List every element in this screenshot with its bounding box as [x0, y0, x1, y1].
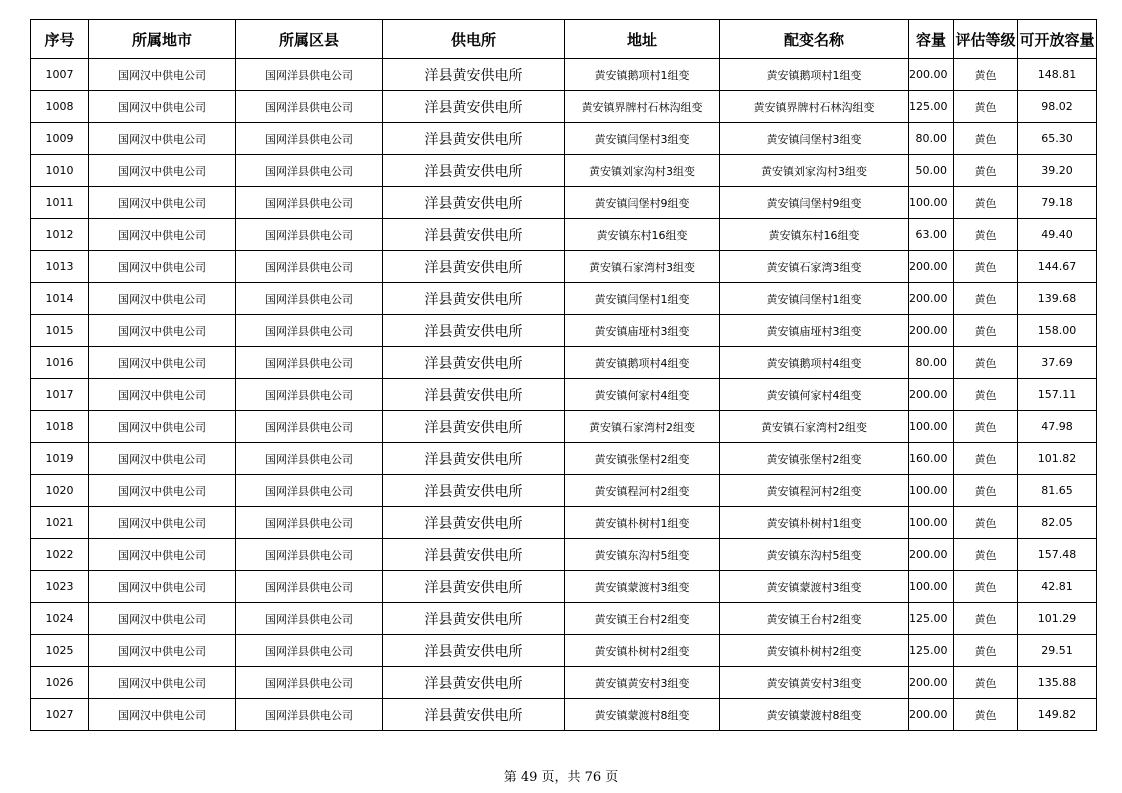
cell-transformer-name: 黄安镇鹅项村1组变 [720, 59, 909, 91]
cell-city: 国网汉中供电公司 [89, 91, 236, 123]
cell-county: 国网洋县供电公司 [236, 667, 383, 699]
cell-seq-no: 1008 [31, 91, 89, 123]
cell-power-station: 洋县黄安供电所 [383, 379, 565, 411]
cell-open-capacity: 158.00 [1018, 315, 1097, 347]
cell-county: 国网洋县供电公司 [236, 59, 383, 91]
cell-rating: 黄色 [954, 379, 1018, 411]
cell-county: 国网洋县供电公司 [236, 699, 383, 731]
cell-rating: 黄色 [954, 411, 1018, 443]
cell-seq-no: 1027 [31, 699, 89, 731]
cell-capacity: 200.00 [909, 283, 954, 315]
cell-city: 国网汉中供电公司 [89, 59, 236, 91]
cell-rating: 黄色 [954, 251, 1018, 283]
cell-seq-no: 1020 [31, 475, 89, 507]
cell-county: 国网洋县供电公司 [236, 411, 383, 443]
cell-open-capacity: 101.29 [1018, 603, 1097, 635]
cell-rating: 黄色 [954, 443, 1018, 475]
cell-address: 黄安镇刘家沟村3组变 [565, 155, 720, 187]
cell-rating: 黄色 [954, 91, 1018, 123]
cell-county: 国网洋县供电公司 [236, 603, 383, 635]
column-header-rating: 评估等级 [954, 20, 1018, 59]
cell-city: 国网汉中供电公司 [89, 507, 236, 539]
cell-transformer-name: 黄安镇鹅项村4组变 [720, 347, 909, 379]
table-row [31, 603, 1097, 635]
cell-address: 黄安镇蒙渡村3组变 [565, 571, 720, 603]
cell-open-capacity: 135.88 [1018, 667, 1097, 699]
cell-power-station: 洋县黄安供电所 [383, 411, 565, 443]
cell-county: 国网洋县供电公司 [236, 475, 383, 507]
cell-capacity: 100.00 [909, 475, 954, 507]
cell-open-capacity: 82.05 [1018, 507, 1097, 539]
cell-power-station: 洋县黄安供电所 [383, 315, 565, 347]
cell-rating: 黄色 [954, 667, 1018, 699]
cell-address: 黄安镇界牌村石林沟组变 [565, 91, 720, 123]
table-row [31, 539, 1097, 571]
cell-power-station: 洋县黄安供电所 [383, 283, 565, 315]
cell-rating: 黄色 [954, 283, 1018, 315]
cell-rating: 黄色 [954, 347, 1018, 379]
cell-capacity: 200.00 [909, 539, 954, 571]
cell-city: 国网汉中供电公司 [89, 699, 236, 731]
table-row [31, 667, 1097, 699]
cell-capacity: 125.00 [909, 603, 954, 635]
cell-power-station: 洋县黄安供电所 [383, 155, 565, 187]
cell-capacity: 100.00 [909, 571, 954, 603]
cell-capacity: 100.00 [909, 507, 954, 539]
column-header-capacity: 容量 [909, 20, 954, 59]
cell-rating: 黄色 [954, 475, 1018, 507]
cell-county: 国网洋县供电公司 [236, 219, 383, 251]
cell-capacity: 160.00 [909, 443, 954, 475]
cell-power-station: 洋县黄安供电所 [383, 571, 565, 603]
table-row [31, 635, 1097, 667]
cell-address: 黄安镇东村16组变 [565, 219, 720, 251]
cell-open-capacity: 144.67 [1018, 251, 1097, 283]
cell-capacity: 80.00 [909, 123, 954, 155]
cell-seq-no: 1018 [31, 411, 89, 443]
cell-seq-no: 1022 [31, 539, 89, 571]
cell-rating: 黄色 [954, 315, 1018, 347]
cell-seq-no: 1023 [31, 571, 89, 603]
cell-transformer-name: 黄安镇黄安村3组变 [720, 667, 909, 699]
cell-transformer-name: 黄安镇东沟村5组变 [720, 539, 909, 571]
table-body [31, 59, 1097, 731]
cell-transformer-name: 黄安镇闫堡村3组变 [720, 123, 909, 155]
table-row [31, 155, 1097, 187]
table-header-row [31, 20, 1097, 59]
table-row [31, 379, 1097, 411]
cell-power-station: 洋县黄安供电所 [383, 443, 565, 475]
cell-address: 黄安镇朴树村1组变 [565, 507, 720, 539]
cell-rating: 黄色 [954, 539, 1018, 571]
cell-county: 国网洋县供电公司 [236, 187, 383, 219]
table-row [31, 347, 1097, 379]
cell-seq-no: 1015 [31, 315, 89, 347]
cell-city: 国网汉中供电公司 [89, 475, 236, 507]
cell-city: 国网汉中供电公司 [89, 187, 236, 219]
cell-transformer-name: 黄安镇刘家沟村3组变 [720, 155, 909, 187]
cell-open-capacity: 157.48 [1018, 539, 1097, 571]
cell-power-station: 洋县黄安供电所 [383, 539, 565, 571]
cell-open-capacity: 98.02 [1018, 91, 1097, 123]
table-row [31, 219, 1097, 251]
transformer-capacity-table [30, 19, 1097, 731]
cell-capacity: 200.00 [909, 699, 954, 731]
column-header-county: 所属区县 [236, 20, 383, 59]
cell-transformer-name: 黄安镇石家湾村2组变 [720, 411, 909, 443]
cell-address: 黄安镇石家湾村3组变 [565, 251, 720, 283]
cell-open-capacity: 39.20 [1018, 155, 1097, 187]
cell-address: 黄安镇蒙渡村8组变 [565, 699, 720, 731]
page-number: 第 49 页，共 76 页 [503, 770, 619, 785]
cell-address: 黄安镇东沟村5组变 [565, 539, 720, 571]
cell-address: 黄安镇何家村4组变 [565, 379, 720, 411]
cell-transformer-name: 黄安镇庙垭村3组变 [720, 315, 909, 347]
cell-power-station: 洋县黄安供电所 [383, 635, 565, 667]
cell-power-station: 洋县黄安供电所 [383, 475, 565, 507]
cell-capacity: 200.00 [909, 667, 954, 699]
cell-county: 国网洋县供电公司 [236, 571, 383, 603]
cell-open-capacity: 65.30 [1018, 123, 1097, 155]
cell-power-station: 洋县黄安供电所 [383, 91, 565, 123]
table-row [31, 699, 1097, 731]
cell-county: 国网洋县供电公司 [236, 379, 383, 411]
cell-seq-no: 1016 [31, 347, 89, 379]
cell-power-station: 洋县黄安供电所 [383, 123, 565, 155]
cell-transformer-name: 黄安镇何家村4组变 [720, 379, 909, 411]
cell-open-capacity: 148.81 [1018, 59, 1097, 91]
cell-county: 国网洋县供电公司 [236, 635, 383, 667]
cell-power-station: 洋县黄安供电所 [383, 507, 565, 539]
cell-open-capacity: 149.82 [1018, 699, 1097, 731]
cell-county: 国网洋县供电公司 [236, 507, 383, 539]
cell-open-capacity: 139.68 [1018, 283, 1097, 315]
cell-seq-no: 1010 [31, 155, 89, 187]
cell-city: 国网汉中供电公司 [89, 411, 236, 443]
cell-city: 国网汉中供电公司 [89, 443, 236, 475]
cell-address: 黄安镇庙垭村3组变 [565, 315, 720, 347]
cell-power-station: 洋县黄安供电所 [383, 347, 565, 379]
cell-seq-no: 1013 [31, 251, 89, 283]
cell-city: 国网汉中供电公司 [89, 155, 236, 187]
column-header-open-capacity: 可开放容量 [1018, 20, 1097, 59]
cell-rating: 黄色 [954, 635, 1018, 667]
cell-city: 国网汉中供电公司 [89, 635, 236, 667]
cell-seq-no: 1026 [31, 667, 89, 699]
table-row [31, 475, 1097, 507]
cell-county: 国网洋县供电公司 [236, 315, 383, 347]
cell-capacity: 125.00 [909, 91, 954, 123]
cell-seq-no: 1017 [31, 379, 89, 411]
table-row [31, 315, 1097, 347]
cell-city: 国网汉中供电公司 [89, 283, 236, 315]
cell-address: 黄安镇黄安村3组变 [565, 667, 720, 699]
cell-address: 黄安镇张堡村2组变 [565, 443, 720, 475]
cell-address: 黄安镇闫堡村1组变 [565, 283, 720, 315]
cell-capacity: 100.00 [909, 411, 954, 443]
cell-transformer-name: 黄安镇界牌村石林沟组变 [720, 91, 909, 123]
cell-seq-no: 1024 [31, 603, 89, 635]
cell-transformer-name: 黄安镇朴树村1组变 [720, 507, 909, 539]
cell-seq-no: 1025 [31, 635, 89, 667]
cell-county: 国网洋县供电公司 [236, 91, 383, 123]
table-row [31, 187, 1097, 219]
cell-transformer-name: 黄安镇王台村2组变 [720, 603, 909, 635]
cell-county: 国网洋县供电公司 [236, 155, 383, 187]
cell-rating: 黄色 [954, 59, 1018, 91]
cell-city: 国网汉中供电公司 [89, 315, 236, 347]
cell-transformer-name: 黄安镇张堡村2组变 [720, 443, 909, 475]
cell-transformer-name: 黄安镇闫堡村9组变 [720, 187, 909, 219]
cell-city: 国网汉中供电公司 [89, 379, 236, 411]
cell-transformer-name: 黄安镇闫堡村1组变 [720, 283, 909, 315]
cell-open-capacity: 42.81 [1018, 571, 1097, 603]
cell-county: 国网洋县供电公司 [236, 539, 383, 571]
cell-power-station: 洋县黄安供电所 [383, 603, 565, 635]
cell-capacity: 125.00 [909, 635, 954, 667]
column-header-seq-no: 序号 [31, 20, 89, 59]
cell-open-capacity: 37.69 [1018, 347, 1097, 379]
cell-open-capacity: 29.51 [1018, 635, 1097, 667]
cell-power-station: 洋县黄安供电所 [383, 251, 565, 283]
cell-open-capacity: 101.82 [1018, 443, 1097, 475]
cell-seq-no: 1012 [31, 219, 89, 251]
cell-open-capacity: 47.98 [1018, 411, 1097, 443]
column-header-city: 所属地市 [89, 20, 236, 59]
cell-transformer-name: 黄安镇朴树村2组变 [720, 635, 909, 667]
cell-power-station: 洋县黄安供电所 [383, 59, 565, 91]
cell-capacity: 63.00 [909, 219, 954, 251]
cell-open-capacity: 157.11 [1018, 379, 1097, 411]
cell-address: 黄安镇鹅项村1组变 [565, 59, 720, 91]
cell-seq-no: 1021 [31, 507, 89, 539]
cell-rating: 黄色 [954, 571, 1018, 603]
cell-address: 黄安镇闫堡村3组变 [565, 123, 720, 155]
cell-city: 国网汉中供电公司 [89, 539, 236, 571]
cell-city: 国网汉中供电公司 [89, 251, 236, 283]
cell-transformer-name: 黄安镇蒙渡村8组变 [720, 699, 909, 731]
table-row [31, 59, 1097, 91]
cell-power-station: 洋县黄安供电所 [383, 667, 565, 699]
cell-city: 国网汉中供电公司 [89, 667, 236, 699]
cell-address: 黄安镇闫堡村9组变 [565, 187, 720, 219]
cell-county: 国网洋县供电公司 [236, 443, 383, 475]
cell-address: 黄安镇王台村2组变 [565, 603, 720, 635]
cell-city: 国网汉中供电公司 [89, 219, 236, 251]
cell-city: 国网汉中供电公司 [89, 571, 236, 603]
cell-seq-no: 1007 [31, 59, 89, 91]
cell-rating: 黄色 [954, 155, 1018, 187]
cell-seq-no: 1009 [31, 123, 89, 155]
cell-city: 国网汉中供电公司 [89, 603, 236, 635]
column-header-address: 地址 [565, 20, 720, 59]
table-row [31, 411, 1097, 443]
cell-address: 黄安镇鹅项村4组变 [565, 347, 720, 379]
table-row [31, 443, 1097, 475]
table-row [31, 91, 1097, 123]
cell-rating: 黄色 [954, 187, 1018, 219]
cell-county: 国网洋县供电公司 [236, 123, 383, 155]
cell-rating: 黄色 [954, 219, 1018, 251]
cell-transformer-name: 黄安镇东村16组变 [720, 219, 909, 251]
cell-transformer-name: 黄安镇程河村2组变 [720, 475, 909, 507]
cell-rating: 黄色 [954, 603, 1018, 635]
cell-power-station: 洋县黄安供电所 [383, 699, 565, 731]
cell-open-capacity: 81.65 [1018, 475, 1097, 507]
cell-capacity: 100.00 [909, 187, 954, 219]
cell-seq-no: 1011 [31, 187, 89, 219]
cell-capacity: 50.00 [909, 155, 954, 187]
cell-city: 国网汉中供电公司 [89, 347, 236, 379]
table-row [31, 283, 1097, 315]
cell-county: 国网洋县供电公司 [236, 347, 383, 379]
column-header-transformer-name: 配变名称 [720, 20, 909, 59]
table-row [31, 251, 1097, 283]
cell-address: 黄安镇程河村2组变 [565, 475, 720, 507]
cell-capacity: 200.00 [909, 251, 954, 283]
cell-transformer-name: 黄安镇蒙渡村3组变 [720, 571, 909, 603]
table-row [31, 571, 1097, 603]
cell-capacity: 80.00 [909, 347, 954, 379]
cell-city: 国网汉中供电公司 [89, 123, 236, 155]
cell-address: 黄安镇石家湾村2组变 [565, 411, 720, 443]
cell-seq-no: 1014 [31, 283, 89, 315]
cell-capacity: 200.00 [909, 315, 954, 347]
cell-transformer-name: 黄安镇石家湾3组变 [720, 251, 909, 283]
cell-county: 国网洋县供电公司 [236, 251, 383, 283]
cell-capacity: 200.00 [909, 59, 954, 91]
cell-capacity: 200.00 [909, 379, 954, 411]
cell-power-station: 洋县黄安供电所 [383, 219, 565, 251]
cell-seq-no: 1019 [31, 443, 89, 475]
cell-power-station: 洋县黄安供电所 [383, 187, 565, 219]
cell-county: 国网洋县供电公司 [236, 283, 383, 315]
cell-open-capacity: 79.18 [1018, 187, 1097, 219]
cell-rating: 黄色 [954, 123, 1018, 155]
cell-open-capacity: 49.40 [1018, 219, 1097, 251]
cell-rating: 黄色 [954, 699, 1018, 731]
table-row [31, 507, 1097, 539]
column-header-power-station: 供电所 [383, 20, 565, 59]
table-row [31, 123, 1097, 155]
cell-address: 黄安镇朴树村2组变 [565, 635, 720, 667]
cell-rating: 黄色 [954, 507, 1018, 539]
